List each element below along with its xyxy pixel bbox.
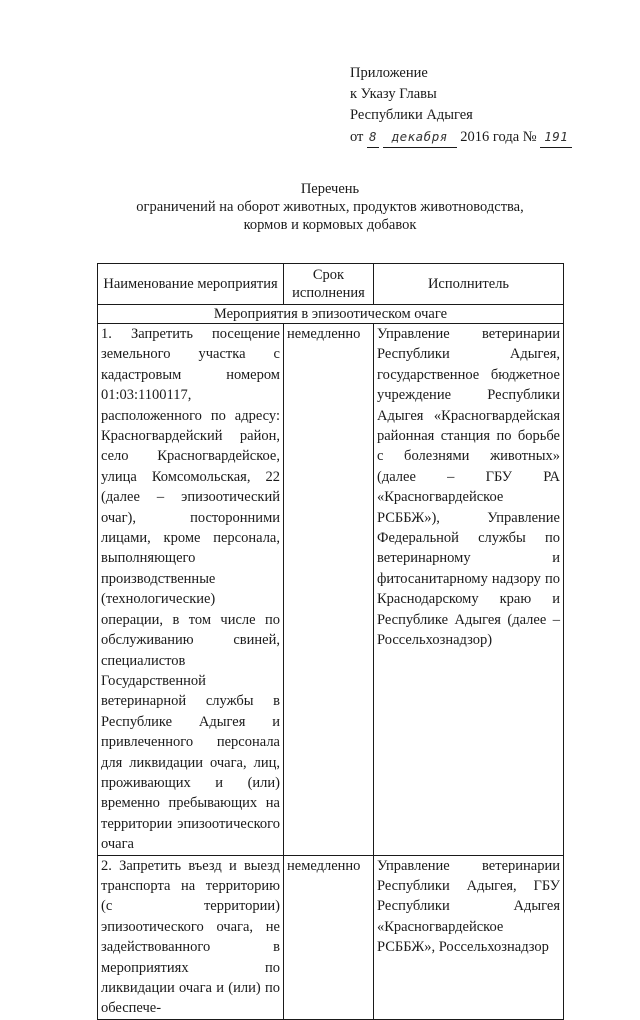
title-line-2: ограничений на оборот животных, продуктов животноводства, <box>136 199 524 215</box>
measure-cell: 2. Запретить въезд и выезд транспорта на территорию (с территории) эпизоотического очага, не задействованного в мероприятиях по ликвидации очага и (или) по обеспече- <box>98 855 284 1019</box>
decree-number: 191 <box>540 126 572 148</box>
header-executor: Исполнитель <box>374 264 564 305</box>
table-row <box>98 855 564 1019</box>
header-measure: Наименование мероприятия <box>98 264 284 305</box>
appendix-date-line <box>350 126 572 148</box>
table-row <box>98 324 564 856</box>
appendix-line-3: Республики Адыгея <box>350 107 473 123</box>
year-text: 2016 года № <box>460 129 537 145</box>
title-line-1: Перечень <box>300 181 360 197</box>
header-term: Срок исполнения <box>284 264 374 305</box>
appendix-line-2: к Указу Главы <box>350 86 437 102</box>
date-day: 8 <box>367 126 379 148</box>
section-row <box>98 305 564 324</box>
executor-cell: Управление ветеринарии Республики Адыгея, государственное бюджетное учреждение Республики Адыгея «Красногвардейская районная станция по борьбе с болезнями животных» (далее – ГБУ РА «Красногвардейское РСББЖ»), Управление Федеральной службы по ветеринарному и фитосанитарному надзору по Краснодарскому краю и Республике Адыгея (далее – Россельхознадзор) <box>374 324 564 856</box>
table-header-row <box>98 264 564 305</box>
appendix-line-1: Приложение <box>350 65 428 81</box>
term-cell: немедленно <box>284 324 374 856</box>
date-month: декабря <box>383 126 457 148</box>
section-title: Мероприятия в эпизоотическом очаге <box>98 305 564 324</box>
date-prefix: от <box>350 129 364 145</box>
title-line-3: кормов и кормовых добавок <box>243 217 417 233</box>
term-cell: немедленно <box>284 855 374 1019</box>
appendix-block <box>350 63 572 148</box>
executor-cell: Управление ветеринарии Республики Адыгея, ГБУ Республики Адыгея «Красногвардейское РСББЖ», Россельхознадзор <box>374 855 564 1019</box>
document-title <box>60 180 600 234</box>
measure-cell: 1. Запретить посещение земельного участка с кадастровым номером 01:03:1100117, расположенного по адресу: Красногвардейский район, село Красногвардейское, улица Комсомольская, 22 (далее – эпизоотический очаг), посторонними лицами, кроме персонала, выполняющего производственные (технологические) операции, в том числе по обслуживанию свиней, специалистов Государственной ветеринарной службы в Республике Адыгея и привлеченного персонала для ликвидации очага, лиц, проживающих и (или) временно пребывающих на территории эпизоотического очага <box>98 324 284 856</box>
measures-table <box>97 263 564 1020</box>
